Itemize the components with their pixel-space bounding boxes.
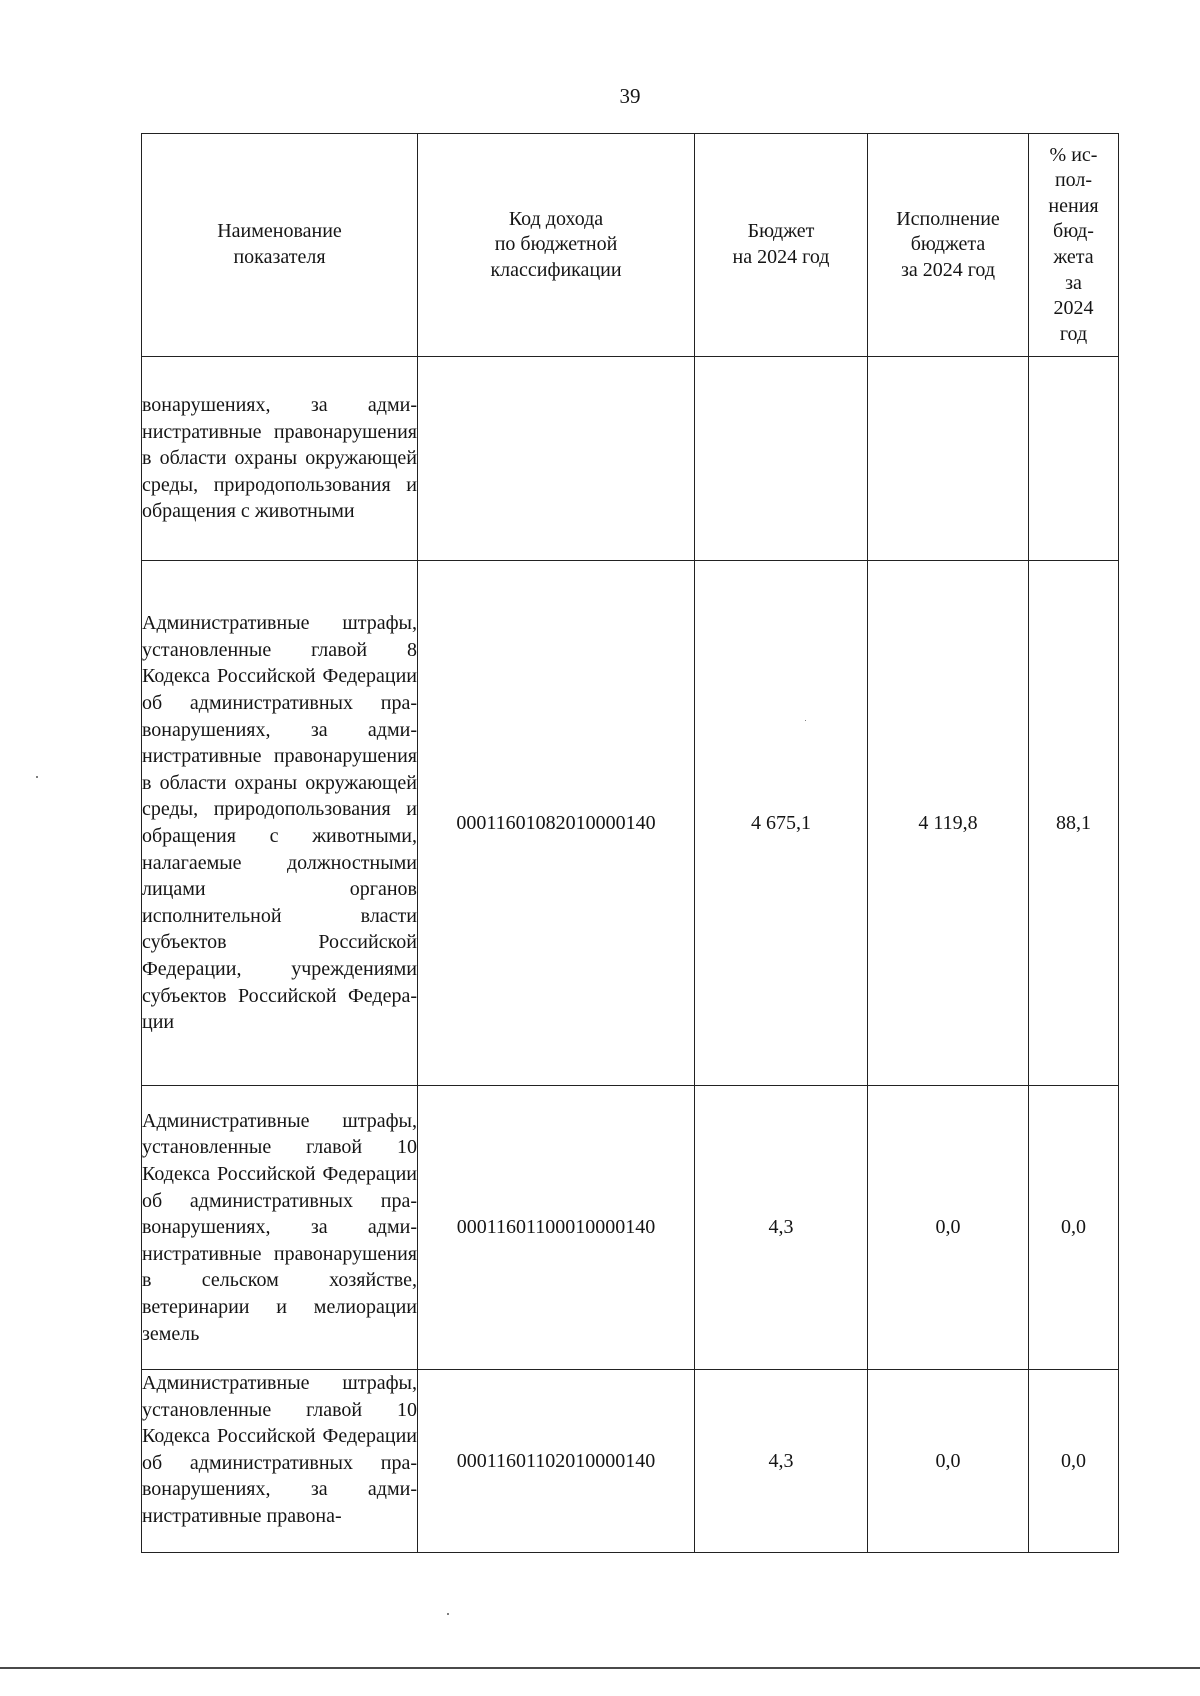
header-execution: Исполнение бюджета за 2024 год xyxy=(868,134,1029,357)
row-code: 00011601082010000140 xyxy=(418,561,695,1086)
row-percent: 0,0 xyxy=(1029,1370,1119,1553)
header-name: Наименование показателя xyxy=(142,134,418,357)
row-code: 00011601102010000140 xyxy=(418,1370,695,1553)
row-code: 00011601100010000140 xyxy=(418,1086,695,1370)
table-row xyxy=(142,357,1119,561)
row-name: Административные штрафы, установленные главой 8 Кодекса Российской Федерации об административных правонарушениях, за административные правонарушения в области охраны окружающей среды, природопользования и обращения с животными, налагаемые должностными лицами органов исполнительной власти субъектов Российской Федерации, учреждениями субъектов Российской Федерации xyxy=(142,561,418,1086)
row-budget xyxy=(695,357,868,561)
table-row xyxy=(142,1370,1119,1553)
row-name: вонарушениях, за административные правонарушения в области охраны окружающей среды, природопользования и обращения с животными xyxy=(142,357,418,561)
row-code xyxy=(418,357,695,561)
scan-speck xyxy=(805,720,806,721)
scan-speck xyxy=(36,776,38,778)
table-header-row xyxy=(142,134,1119,357)
row-name: Административные штрафы, установленные главой 10 Кодекса Российской Федерации об административных правонарушениях, за административные правона- xyxy=(142,1370,418,1553)
row-execution xyxy=(868,357,1029,561)
row-execution: 0,0 xyxy=(868,1370,1029,1553)
page-bottom-rule xyxy=(0,1667,1200,1669)
row-percent xyxy=(1029,357,1119,561)
row-percent: 0,0 xyxy=(1029,1086,1119,1370)
row-budget: 4,3 xyxy=(695,1086,868,1370)
budget-execution-table xyxy=(141,133,1119,1553)
header-code: Код дохода по бюджетной классификации xyxy=(418,134,695,357)
row-name: Административные штрафы, установленные главой 10 Кодекса Российской Федерации об административных правонарушениях, за административные правонарушения в сельском хозяйстве, ветеринарии и мелиорации земель xyxy=(142,1086,418,1370)
header-percent: % ис- пол- нения бюд- жета за 2024 год xyxy=(1029,134,1119,357)
scan-speck xyxy=(447,1613,449,1615)
row-budget: 4 675,1 xyxy=(695,561,868,1086)
row-budget: 4,3 xyxy=(695,1370,868,1553)
row-execution: 4 119,8 xyxy=(868,561,1029,1086)
table-row xyxy=(142,561,1119,1086)
row-percent: 88,1 xyxy=(1029,561,1119,1086)
header-budget: Бюджет на 2024 год xyxy=(695,134,868,357)
page-number: 39 xyxy=(619,84,641,108)
table-row xyxy=(142,1086,1119,1370)
row-execution: 0,0 xyxy=(868,1086,1029,1370)
